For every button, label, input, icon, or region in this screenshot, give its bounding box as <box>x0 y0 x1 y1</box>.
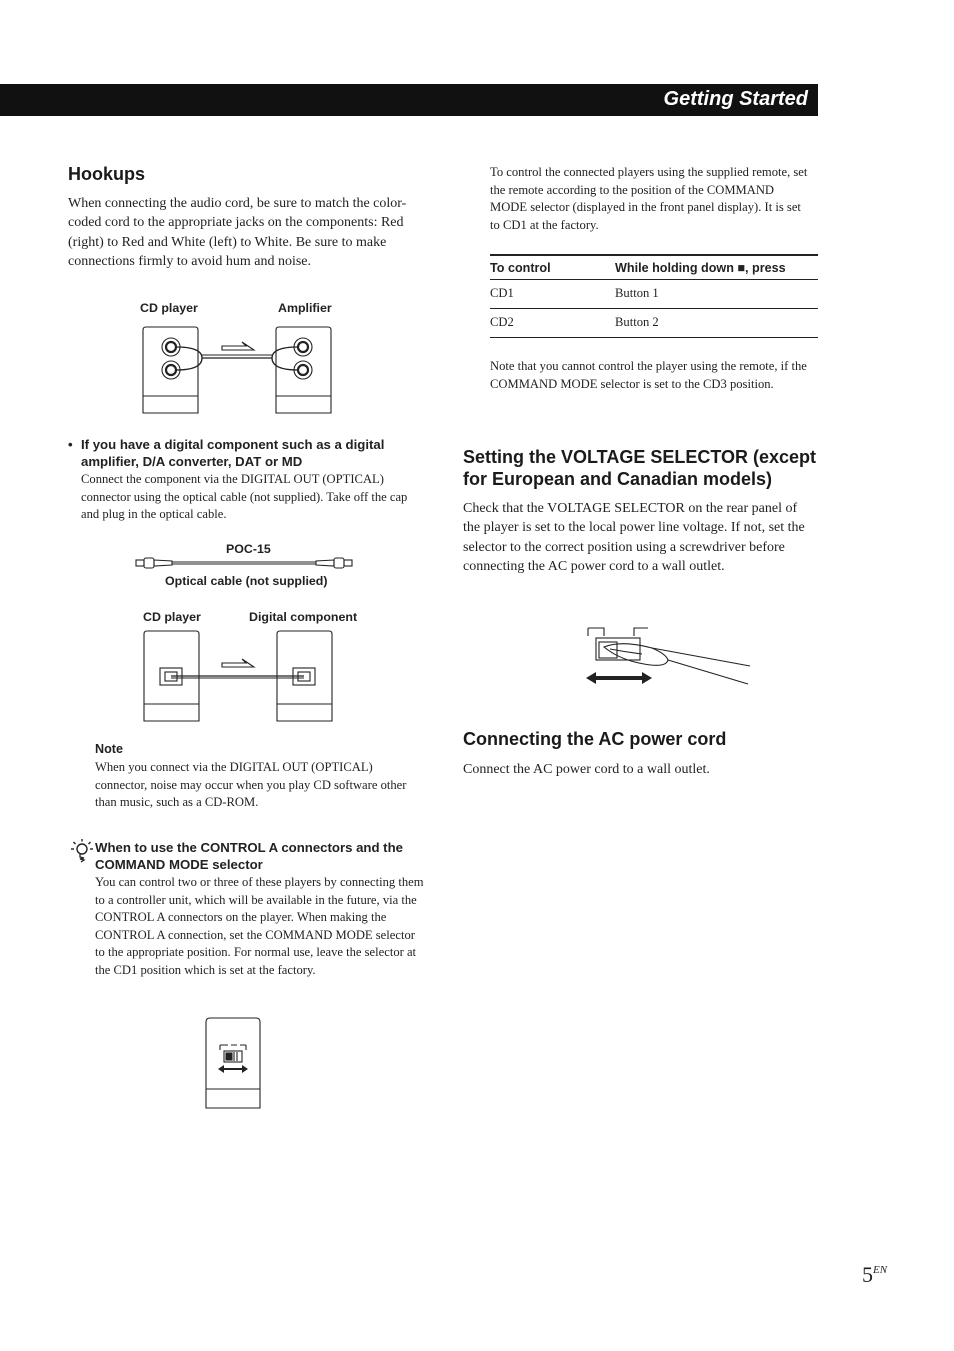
remote-intro: To control the connected players using the supplied remote, set the remote according to the position of the COMMAND MODE selector (displayed in the front panel display). It is set to CD1 at the factory. <box>490 165 808 232</box>
page-number <box>862 1262 887 1288</box>
digital-component-heading: If you have a digital component such as a digital amplifier, D/A converter, DAT or MD <box>81 437 385 469</box>
table-row <box>490 280 818 309</box>
header-bar <box>0 84 818 116</box>
table-header-row <box>490 255 818 280</box>
remote-control-table <box>490 254 818 338</box>
page-number-value: 5 <box>862 1262 873 1287</box>
diagram1-amplifier-label: Amplifier <box>278 301 332 315</box>
voltage-selector-screwdriver-diagram <box>582 618 754 690</box>
bullet-marker: • <box>68 437 73 452</box>
table-cell: Button 2 <box>615 309 818 338</box>
diagram2-digital-component-label: Digital component <box>249 610 358 624</box>
note-heading: Note <box>95 742 123 756</box>
page-number-suffix: EN <box>873 1264 888 1276</box>
optical-cable-drawing <box>132 554 362 574</box>
section-title: Getting Started <box>663 88 808 110</box>
cable-caption: Optical cable (not supplied) <box>165 574 328 588</box>
remote-note: Note that you cannot control the player using the remote, if the COMMAND MODE selector is set to the CD3 position. <box>490 359 807 391</box>
command-mode-selector-diagram <box>204 1016 264 1112</box>
table-header-to-control: To control <box>490 255 615 280</box>
voltage-selector-heading: Setting the VOLTAGE SELECTOR (except for European and Canadian models) <box>463 447 817 489</box>
tip-heading: When to use the CONTROL A connectors and the COMMAND MODE selector <box>95 840 403 872</box>
analog-connection-diagram <box>130 318 350 420</box>
lightbulb-tip-icon <box>70 838 94 864</box>
ac-power-text: Connect the AC power cord to a wall outlet. <box>463 762 710 777</box>
table-cell: Button 1 <box>615 280 818 309</box>
diagram1-cd-player-label: CD player <box>140 301 198 315</box>
ac-power-heading: Connecting the AC power cord <box>463 729 727 749</box>
table-cell: CD1 <box>490 280 615 309</box>
voltage-selector-text: Check that the VOLTAGE SELECTOR on the rear panel of the player is set to the local power line voltage. If not, set the selector to the correct position using a screwdriver before connecting the AC power cord to a wall outlet. <box>463 501 805 575</box>
optical-connection-diagram <box>138 626 338 726</box>
table-cell: CD2 <box>490 309 615 338</box>
table-header-while-holding: While holding down ■, press <box>615 255 818 280</box>
cable-model-label: POC-15 <box>226 542 271 556</box>
hookups-heading: Hookups <box>68 164 146 184</box>
hookups-intro: When connecting the audio cord, be sure to match the color-coded cord to the appropriate jacks on the components: Red (right) to Red and White (left) to White. Be sure to make connections firmly to avoid hum and noise. <box>68 196 407 270</box>
diagram2-cd-player-label: CD player <box>143 610 201 624</box>
note-text: When you connect via the DIGITAL OUT (OPTICAL) connector, noise may occur when you play CD software other than music, such as a CD-ROM. <box>95 760 407 810</box>
digital-component-text: Connect the component via the DIGITAL OUT (OPTICAL) connector using the optical cable (not supplied). Take off the cap and plug in the optical cable. <box>81 472 408 522</box>
table-row <box>490 309 818 338</box>
tip-text: You can control two or three of these players by connecting them to a controller unit, which will be available in the future, via the CONTROL A connectors on the player. When making the CONTROL A connection, set the COMMAND MODE selector to the appropriate position. For normal use, leave the selector at the CD1 position which is set at the factory. <box>95 875 424 977</box>
